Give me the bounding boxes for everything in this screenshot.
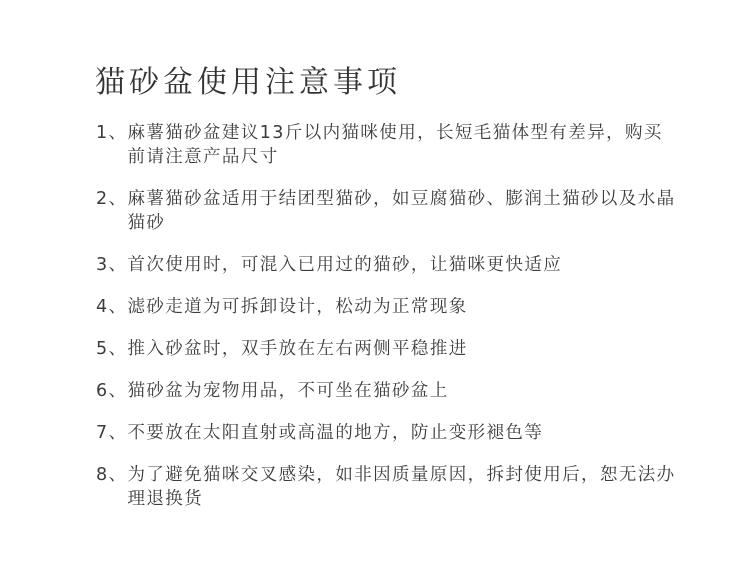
note-item-7 — [96, 421, 676, 445]
note-text: 不要放在太阳直射或高温的地方，防止变形褪色等 — [127, 423, 544, 443]
note-item-5 — [96, 337, 676, 361]
note-text: 推入砂盆时，双手放在左右两侧平稳推进 — [127, 339, 468, 359]
note-number: 5、 — [96, 339, 128, 359]
note-item-8 — [96, 463, 676, 511]
note-text: 麻薯猫砂盆建议13斤以内猫咪使用，长短毛猫体型有差异，购买前请注意产品尺寸 — [127, 123, 663, 167]
note-number: 1、 — [96, 123, 128, 143]
note-item-4 — [96, 295, 676, 319]
notes-list — [96, 121, 676, 529]
note-item-6 — [96, 379, 676, 403]
note-number: 8、 — [96, 465, 128, 485]
note-item-3 — [96, 253, 676, 277]
note-text: 猫砂盆为宠物用品，不可坐在猫砂盆上 — [127, 381, 449, 401]
note-text: 滤砂走道为可拆卸设计，松动为正常现象 — [127, 297, 468, 317]
note-text: 麻薯猫砂盆适用于结团型猫砂，如豆腐猫砂、膨润土猫砂以及水晶猫砂 — [127, 189, 676, 233]
note-number: 2、 — [96, 189, 128, 209]
note-number: 3、 — [96, 255, 128, 275]
note-text: 为了避免猫咪交叉感染，如非因质量原因，拆封使用后，恕无法办理退换货 — [127, 465, 676, 509]
note-item-1 — [96, 121, 676, 169]
note-item-2 — [96, 187, 676, 235]
note-number: 7、 — [96, 423, 128, 443]
note-number: 4、 — [96, 297, 128, 317]
note-number: 6、 — [96, 381, 128, 401]
note-text: 首次使用时，可混入已用过的猫砂，让猫咪更快适应 — [127, 255, 563, 275]
page-title: 猫砂盆使用注意事项 — [95, 65, 401, 100]
